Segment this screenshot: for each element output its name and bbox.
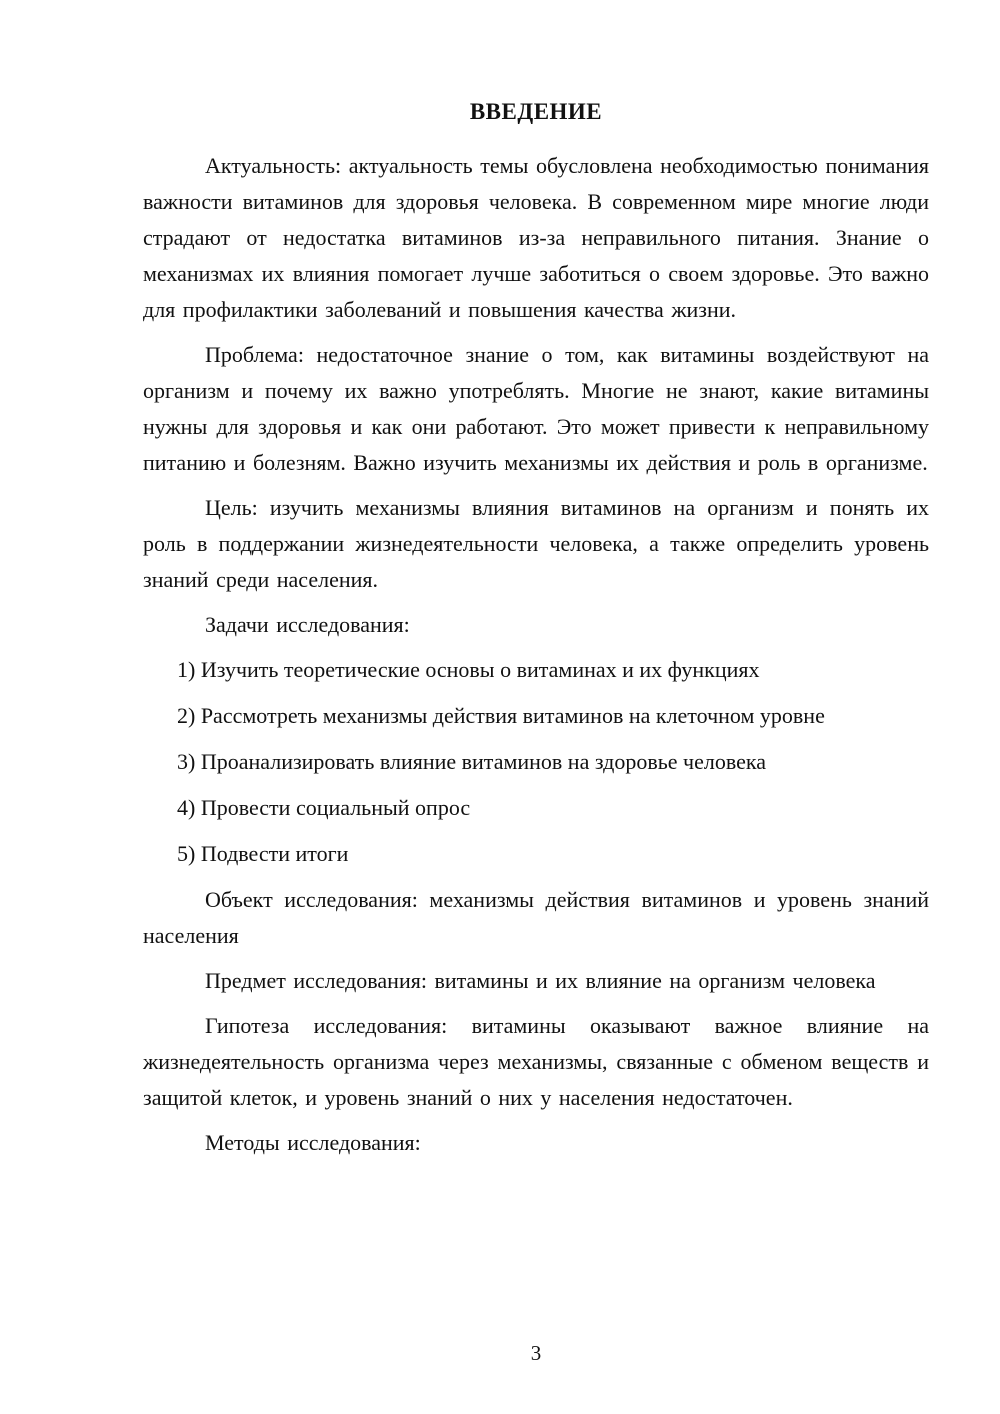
- task-item-2: 2) Рассмотреть механизмы действия витаминов на клеточном уровне: [177, 703, 825, 728]
- task-item-3: 3) Проанализировать влияние витаминов на здоровье человека: [177, 749, 766, 774]
- page-number: 3: [530, 1341, 542, 1365]
- paragraph-methods-heading: Методы исследования:: [205, 1130, 421, 1155]
- task-item-4: 4) Провести социальный опрос: [177, 795, 471, 820]
- paragraph-hypothesis: Гипотеза исследования: витамины оказывают важное влияние на жизнедеятельность организма через механизмы, связанные с обменом веществ и защитой клеток, и уровень знаний о них у населения недостаточен.: [143, 1013, 929, 1110]
- paragraph-subject: Предмет исследования: витамины и их влияние на организм человека: [205, 968, 876, 993]
- paragraph-relevance: Актуальность: актуальность темы обусловлена необходимостью понимания важности витаминов для здоровья человека. В современном мире многие люди страдают от недостатка витаминов из-за неправильного питания. Знание о механизмах их влияния помогает лучше заботиться о своем здоровье. Это важно для профилактики заболеваний и повышения качества жизни.: [143, 153, 929, 322]
- paragraph-problem: Проблема: недостаточное знание о том, как витамины воздействуют на организм и почему их важно употреблять. Многие не знают, какие витамины нужны для здоровья и как они работают. Это может привести к неправильному питанию и болезням. Важно изучить механизмы их действия и роль в организме.: [143, 342, 929, 475]
- paragraph-object: Объект исследования: механизмы действия витаминов и уровень знаний населения: [143, 887, 929, 948]
- task-item-5: 5) Подвести итоги: [177, 841, 349, 866]
- page-title: ВВЕДЕНИЕ: [469, 99, 603, 124]
- paragraph-goal: Цель: изучить механизмы влияния витаминов на организм и понять их роль в поддержании жизнедеятельности человека, а также определить уровень знаний среди населения.: [143, 495, 929, 592]
- task-item-1: 1) Изучить теоретические основы о витаминах и их функциях: [177, 657, 760, 682]
- paragraph-tasks-heading: Задачи исследования:: [205, 612, 410, 637]
